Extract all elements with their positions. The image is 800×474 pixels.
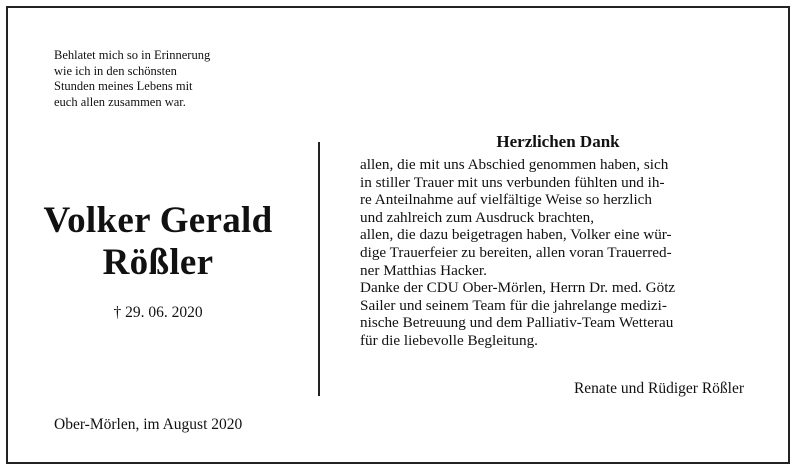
- vertical-divider: [318, 142, 320, 396]
- thanks-paragraph: allen, die mit uns Abschied genommen haben, sich in stiller Trauer mit uns verbunden fühlten und ih- re Anteilnahme auf vielfältige Weise so herzlich und zahlreich zum Ausdruck brachten,: [360, 156, 669, 226]
- obituary-card: [6, 6, 790, 464]
- death-date: † 29. 06. 2020: [113, 304, 203, 321]
- memorial-quote: Behlatet mich so in Erinnerung wie ich in den schönsten Stunden meines Lebens mit euch allen zusammen war.: [54, 48, 211, 109]
- thanks-paragraph: allen, die dazu beigetragen haben, Volker eine wür- dige Trauerfeier zu bereiten, allen voran Trauerred- ner Matthias Hacker.: [360, 226, 672, 279]
- thanks-paragraph: Danke der CDU Ober-Mörlen, Herrn Dr. med. Götz Sailer und seinem Team für die jahrelange medizi- nische Betreuung und dem Palliativ-Team Wetterau für die liebevolle Begleitung.: [360, 279, 676, 349]
- deceased-name: [38, 200, 278, 284]
- thanks-title: Herzlichen Dank: [496, 132, 620, 151]
- deceased-name-line1: Volker Gerald: [43, 200, 273, 241]
- thanks-body: [360, 156, 756, 350]
- deceased-name-line2: Rößler: [102, 242, 214, 283]
- place-and-date: Ober-Mörlen, im August 2020: [54, 416, 243, 433]
- signature: Renate und Rüdiger Rößler: [573, 380, 744, 397]
